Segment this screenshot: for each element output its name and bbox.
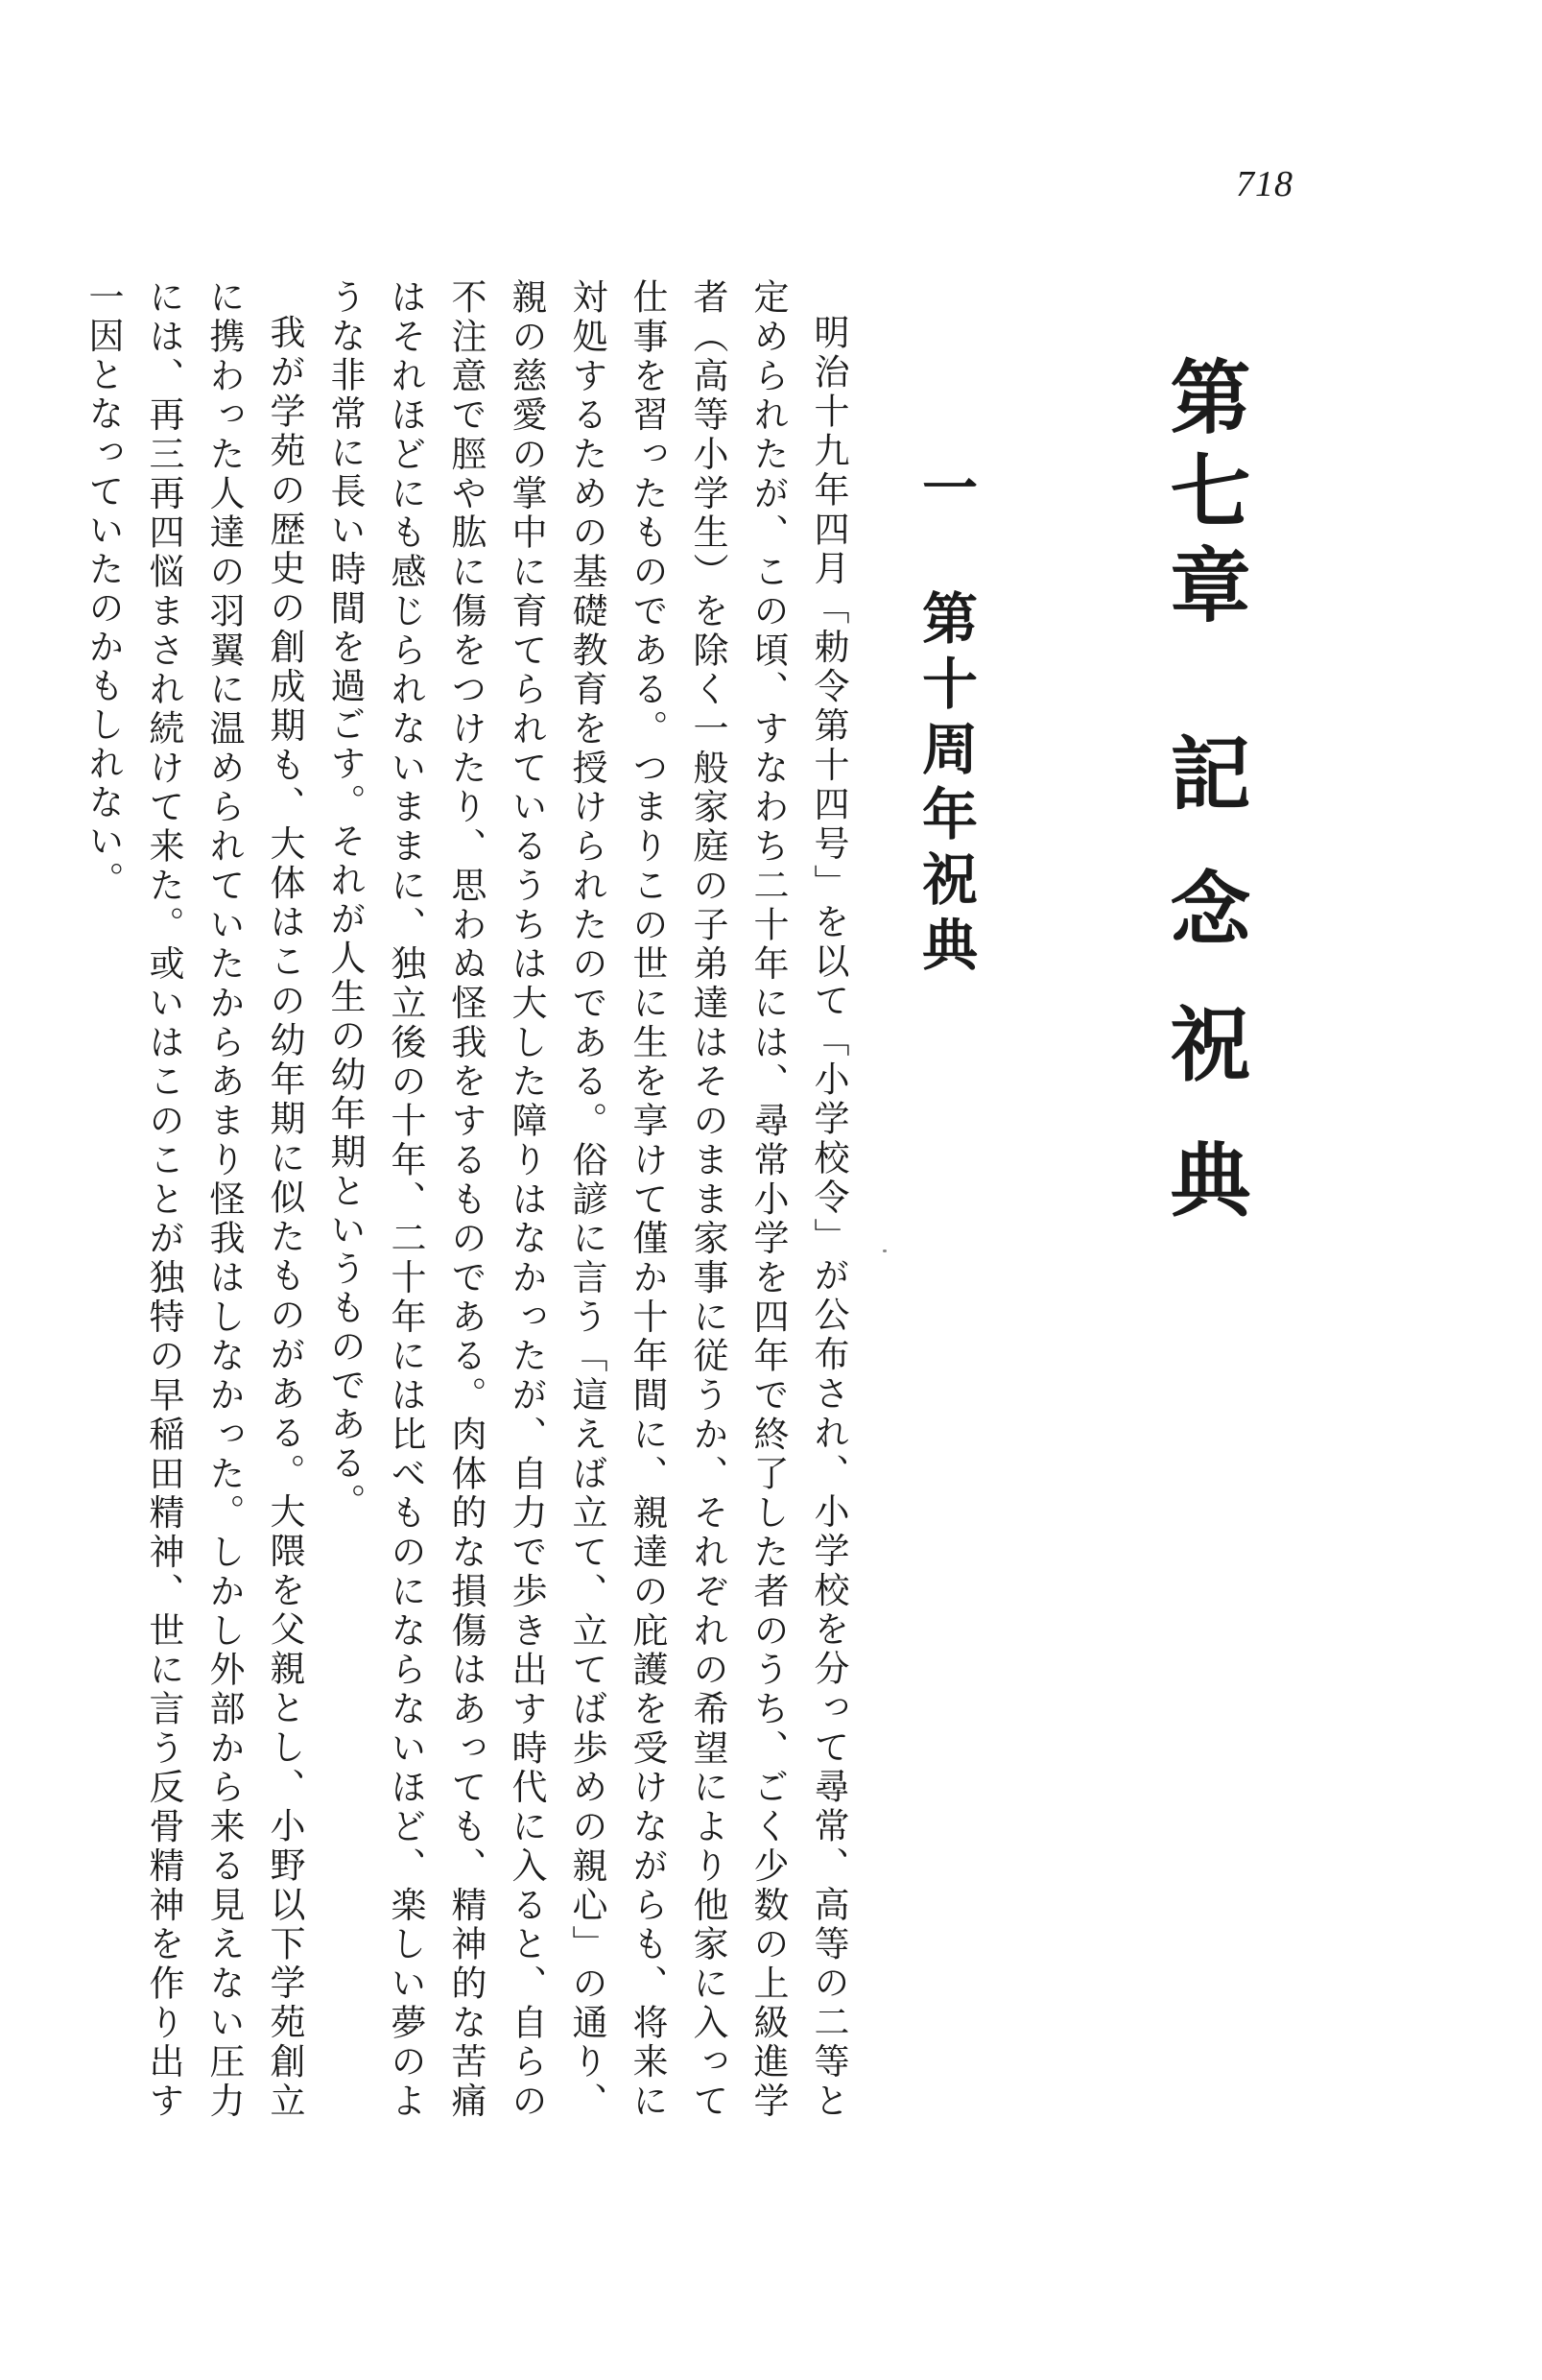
paragraph-1: 明治十九年四月「勅令第十四号」を以て「小学校令」が公布され、小学校を分って尋常、高等の二等と定められたが、この頃、すなわち二十年には、尋常小学を四年で終了した者のうち、ごく少数の上級進学者（高等小学生）を除く一般家庭の子弟達はそのまま家事に従うか、それぞれの希望により他家に入って仕事を習ったものである。つまりこの世に生を享けて僅か十年間に、親達の庇護を受けながらも、将来に対処するための基礎教育を授けられたのである。俗諺に言う「這えば立て、立てば歩めの親心」の通り、親の慈愛の掌中に育てられているうちは大した障りはなかったが、自力で歩き出す時代に入ると、自らの不注意で脛や肱に傷をつけたり、思わぬ怪我をするものである。肉体的な損傷はあっても、精神的な苦痛はそれほどにも感じられないままに、独立後の十年、二十年には比べものにならないほど、楽しい夢のような非常に長い時間を過ごす。それが人生の幼年期というものである。	[324, 278, 849, 2122]
paragraph-2: 我が学苑の歴史の創成期も、大体はこの幼年期に似たものがある。大隈を父親とし、小野以下学苑創立に携わった人達の羽翼に温められていたからあまり怪我はしなかった。しかし外部から来る見えない圧力には、再三再四悩まされ続けて来た。或いはこのことが独特の早稲田精神、世に言う反骨精神を作り出す一因となっていたのかもしれない。	[83, 278, 305, 2122]
page-number: 718	[1236, 164, 1293, 204]
body-text	[73, 278, 859, 2121]
scan-speck	[883, 1250, 887, 1252]
chapter-title: 第七章 記 念 祝 典	[1157, 355, 1252, 1232]
section-title: 一 第十周年祝典	[913, 459, 978, 981]
